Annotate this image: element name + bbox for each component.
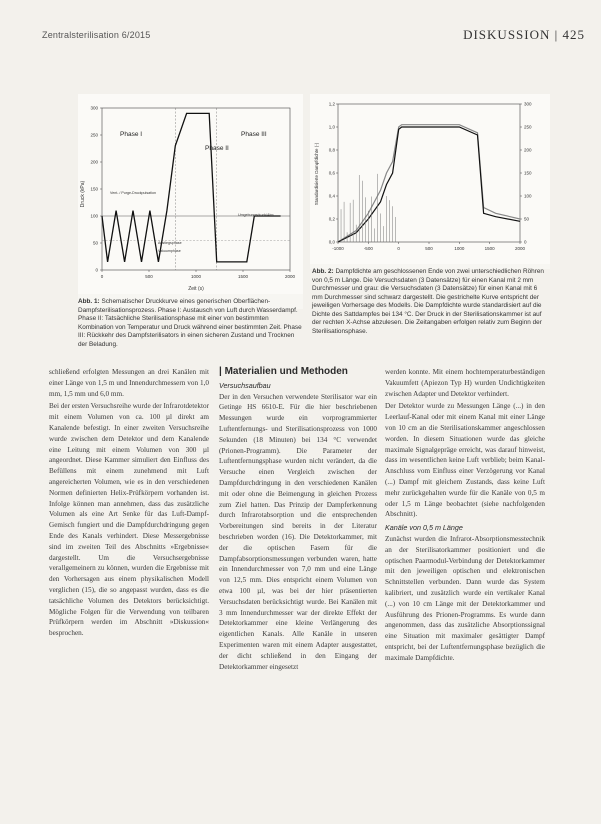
text-column-1: [49, 367, 209, 639]
x-tick-label: -1000: [332, 246, 344, 251]
text-column-3: [385, 367, 545, 664]
y2-tick-label: 150: [524, 170, 532, 176]
paragraph: werden konnte. Mit einem hochtemperaturbeständigen Vakuumfett (Apiezon Typ H) wurden Undichtigkeiten zwischen Adapter und Detektor verhindert.: [385, 368, 545, 398]
y2-tick-label: 250: [524, 124, 532, 130]
figure-2: [310, 94, 550, 269]
paragraph: Bei der ersten Versuchsreihe wurde der Infrarotdetektor mit einem Volumen von ca. 100 µl direkt am Kanalende befestigt. In einer zweiten Versuchsreihe wurde zwischen dem Detektor und dem Kanalende eine Leitung mit einem Volumen von 300 µl angeordnet. Diese Kammer simuliert den Einfluss des Befüllens mit einem zunehmend mit Luft angereicherten Volumen, wie es in den verschiedenen Normen definierten Helix-Prüfkörpern vorhanden ist. Infolge können man annehmen, dass das zusätzliche Volumen als eine Art Senke für das Luft-Dampf-Gemisch fungiert und die Dampfdurchdringung gegen Ende des Kanals verhindert. Diese Messergebnisse sind im zweiten Teil des Abschnitts »Ergebnisse« dargestellt. Um die Versuchsergebnisse verallgemeinern zu können, wurden die Ergebnisse mit den Vorhersagen aus einem physikalischen Modell verglichen (15), die so angepasst wurden, dass es die tatsächliche Volumen des Detektors berücksichtigt. Mögliche Folgen für die Verwendung von teilbaren Prüfkörpern werden im Abschnitt »Diskussion« besprochen.: [49, 402, 209, 638]
phase-3-label: Phase III: [241, 131, 267, 138]
y2-tick-label: 100: [524, 193, 532, 199]
x-tick-label: 500: [425, 246, 433, 251]
subsection-heading: Versuchsaufbau: [219, 380, 271, 390]
y-axis-label: Druck (kPa): [80, 180, 86, 208]
x-tick-label: 2000: [284, 274, 296, 279]
x-tick-label: 1000: [454, 246, 465, 251]
figure-2-caption-text: Dampfdichte am geschlossenen Ende von zwei unterschiedlichen Röhren von 0,5 m Länge. Die Versuchsdaten (3 Datensätze) für einen Kanal mit 2 mm Durchmesser und grau: die Versuchsdaten (3 Datensätze) für einen Kanal mit 6 mm Durchmesser sind schwarz dargestellt. Die gestrichelte Kurve entspricht der jeweiligen Vorhersage des Modells. Die Dampfdichte wurde standardisiert auf die Dichte des Sattdampfes bei 134 °C. Der Druck in der Sterilisationskammer ist auf der rechten X-Achse abzulesen. Die Zeitangaben erfolgen relativ zum Beginn der Sterilisationsphase.: [312, 268, 544, 335]
x-tick-label: 1000: [190, 274, 202, 279]
y-tick-label: 250: [90, 132, 98, 138]
y-tick-label: 0: [95, 267, 98, 273]
y-tick-label: 0,6: [328, 170, 335, 176]
figure-1-caption-text: Schematischer Druckkurve eines generischen Oberflächen-Dampfsterilisationsprozess. Phase I: Austausch von Luft durch Wasserdampf. Phase II: Tatsächliche Sterilisationsphase mit einer von bestimmten Kombination von Temperatur und Druck während einer bestimmten Zeit. Phase III: Rückkehr des Dampfsterilisators in einen sicheren Zustand und Trocknen der Beladung.: [78, 298, 302, 348]
x-tick-label: 500: [145, 274, 153, 279]
ramp-annotation: Anstiegsphase: [158, 241, 182, 245]
y2-tick-label: 0: [524, 239, 527, 245]
figure-1-caption: [78, 298, 303, 349]
y2-tick-label: 300: [524, 101, 532, 107]
y-tick-label: 100: [90, 213, 98, 219]
x-tick-label: 1500: [237, 274, 249, 279]
x-tick-label: 0: [397, 246, 400, 251]
section-heading: | Materialien und Methoden: [219, 366, 348, 377]
y2-tick-label: 200: [524, 147, 532, 153]
figure-2-caption: [312, 268, 544, 336]
y-tick-label: 0,4: [328, 193, 335, 199]
vacuum-annotation: Vakuumphase: [158, 249, 181, 253]
y2-tick-label: 50: [524, 216, 530, 222]
y-tick-label: 1,0: [328, 124, 335, 130]
x-tick-label: 2000: [514, 246, 526, 251]
figure-2-caption-label: Abb. 2:: [312, 268, 334, 275]
vent-annotation: Vent- / Purge-Druckpulsation: [110, 191, 156, 195]
y-tick-label: 1,2: [328, 101, 335, 107]
y-tick-label: 200: [90, 159, 98, 165]
y-tick-label: 150: [90, 186, 98, 192]
paragraph: Zunächst wurden die Infrarot-Absorptionsmesstechnik an der Sterilisatorkammer positioniert und die optischen Paarmodul-Verbindung der Detektorkammer mit den jeweiligen optischen und elektronischen Schnittstellen verbunden. Dann wurde das System kalibriert, und zusätzlich wurde ein vertikaler Kanal (...) von 10 cm Länge mit der Detektorkammer und Ausführung des Prionen-Programms. Es wurde dann angenommen, dass das zusätzliche Absorptionssignal eine Situation mit maximaler gesättigter Dampf entspricht, bei der Luftentfernungsphase bezüglich die maximale Dampfdichte.: [385, 534, 545, 662]
phase-1-label: Phase I: [120, 131, 143, 138]
paragraph: schließend erfolgten Messungen an drei Kanälen mit einer Länge von 1,5 m und Innendurchmessern von 1,0 mm, 1,5 mm und 6,0 mm.: [49, 368, 209, 398]
section-heading-text: Materialien und Methoden: [224, 366, 348, 377]
ambient-annotation: Umgebungsdruck/Atm.: [238, 213, 275, 217]
figure-2-chart: [310, 94, 550, 264]
figure-1-caption-label: Abb. 1:: [78, 298, 100, 305]
x-axis-label: Zeit (s): [188, 286, 204, 292]
y-tick-label: 0,2: [328, 216, 335, 222]
running-head-section: DISKUSSION | 425: [463, 27, 585, 42]
figure-1: [78, 94, 303, 309]
y-tick-label: 50: [92, 240, 98, 246]
subsection-heading: Kanäle von 0,5 m Länge: [385, 523, 463, 533]
x-tick-label: 1500: [484, 246, 495, 251]
phase-2-label: Phase II: [205, 145, 229, 152]
y-tick-label: 0,0: [328, 239, 335, 245]
paragraph: Der in den Versuchen verwendete Sterilisator war ein Getinge HS 6610-E. Für die hier beschriebenen Messungen wurde ein vorprogrammierter Luftentfernungs- und Sterilisationsprozess von 1000 Sekunden (18 Minuten) bei 134 °C verwendet (Prionen-Programm). Die Parameter der Luftentfernungsphase wurden nicht verändert, da die Versuche einen Vergleich zwischen der Dampfdurchdringung in den verschiedenen Kanälen mit oder ohne die Beimengung in gleichen Prozess zum Ziel hatten. Das Prinzip der Dampferkennung durch Infrarotabsorption und die entsprechenden Vorbereitungen sind bereits in der Literatur beschrieben worden (16). Die Detektorkammer, mit der die optischen Fasern für die Dampfabsorptionsmessungen verbunden waren, hatte ein Innendurchmesser von 7,0 mm und eine Länge von 12,5 mm. Dies entspricht einem Volumen von etwa 100 µl, was bei der hier präsentierten Versuchsdaten berücksichtigt wurde. Bei Kanälen mit 3 mm Innendurchmesser war der direkte Effekt der Detektorkammer eine kleine Verlängerung des eigentlichen Kanals. Alle Kanäle in unseren Experimenten waren mit einem Adapter ausgestattet, der dicht schließend in den Eingang der Detektorkammer eingesetzt: [219, 392, 377, 671]
y-tick-label: 0,8: [328, 147, 335, 153]
text-column-2: [219, 367, 377, 672]
x-tick-label: -500: [363, 246, 373, 251]
figure-1-chart: [78, 94, 303, 294]
y-tick-label: 300: [90, 105, 98, 111]
x-tick-label: 0: [100, 274, 104, 279]
paragraph: Der Detektor wurde zu Messungen Länge (...) in den Leerlauf-Kanal oder mit einem Kanal mit einer Länge von 10 cm an die Sterilisationskammer angeschlossen worden. In diesem Situationen wurde das gleiche maximale Signalgepräge erreicht, was darauf hinweist, dass im wesentlichen keine Luft verblieb; beim Kanal-Anschluss vom Einfluss einer Verzögerung vor Kanal (...) Dampf mit gleichem Zustands, dass keine Luft mehr zurückgehalten wurde für die Kanäle von 0,5 m oder 1,5 m Länge beobachtet (siehe nachfolgenden Abschnitt).: [385, 402, 545, 519]
running-head-journal: Zentralsterilisation 6/2015: [42, 30, 151, 40]
y-axis-label: Standardisierte Dampfdichte (-): [314, 142, 319, 206]
